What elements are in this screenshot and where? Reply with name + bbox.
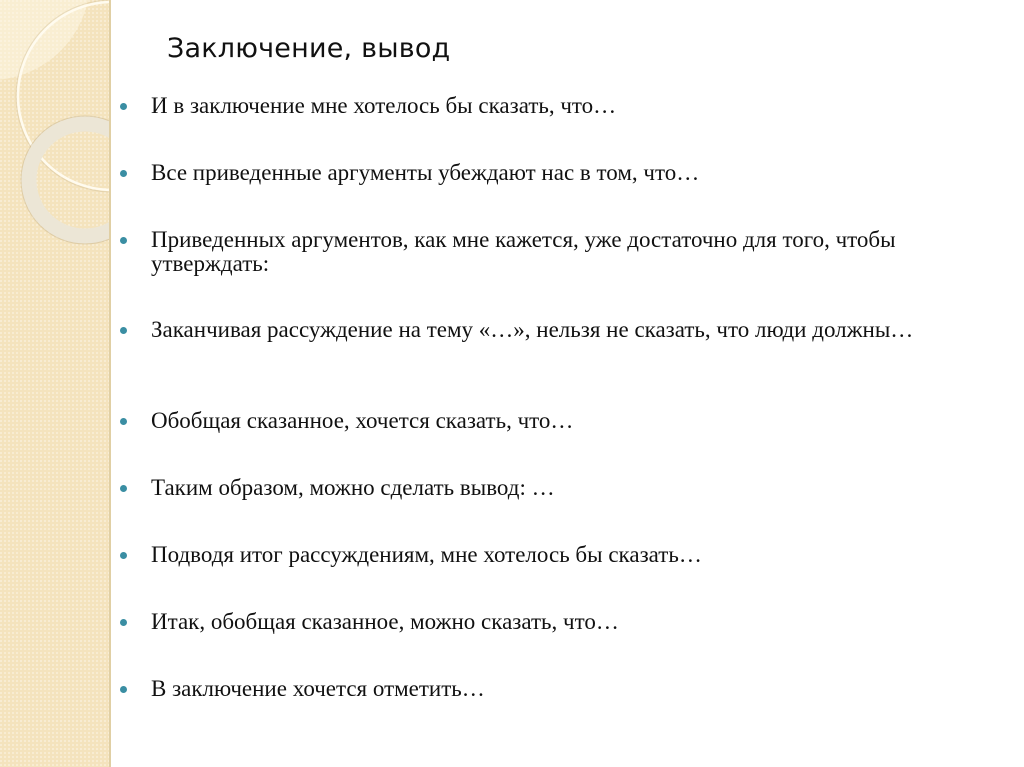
bullet-icon xyxy=(120,237,127,244)
list-item: В заключение хочется отметить… xyxy=(120,677,1000,701)
bullet-icon xyxy=(120,103,127,110)
list-item: Таким образом, можно сделать вывод: … xyxy=(120,476,1000,500)
bullet-icon xyxy=(120,418,127,425)
list-item: Заканчивая рассуждение на тему «…», нельзя не сказать, что люди должны… xyxy=(120,318,1000,342)
decorative-sidebar xyxy=(0,0,111,767)
decorative-circles-icon xyxy=(0,0,109,767)
bullet-icon xyxy=(120,686,127,693)
bullet-icon xyxy=(120,327,127,334)
list-item: Подводя итог рассуждениям, мне хотелось бы сказать… xyxy=(120,543,1000,567)
list-item: Все приведенные аргументы убеждают нас в том, что… xyxy=(120,161,1000,185)
bullet-icon xyxy=(120,485,127,492)
list-item: Обобщая сказанное, хочется сказать, что… xyxy=(120,409,1000,433)
list-item: Итак, обобщая сказанное, можно сказать, что… xyxy=(120,610,1000,634)
bullet-icon xyxy=(120,619,127,626)
slide-title: Заключение, вывод xyxy=(167,33,451,64)
bullet-icon xyxy=(120,552,127,559)
list-item: И в заключение мне хотелось бы сказать, что… xyxy=(120,94,1000,118)
bullet-icon xyxy=(120,170,127,177)
list-item: Приведенных аргументов, как мне кажется, уже достаточно для того, чтобы утверждать: xyxy=(120,228,1000,276)
